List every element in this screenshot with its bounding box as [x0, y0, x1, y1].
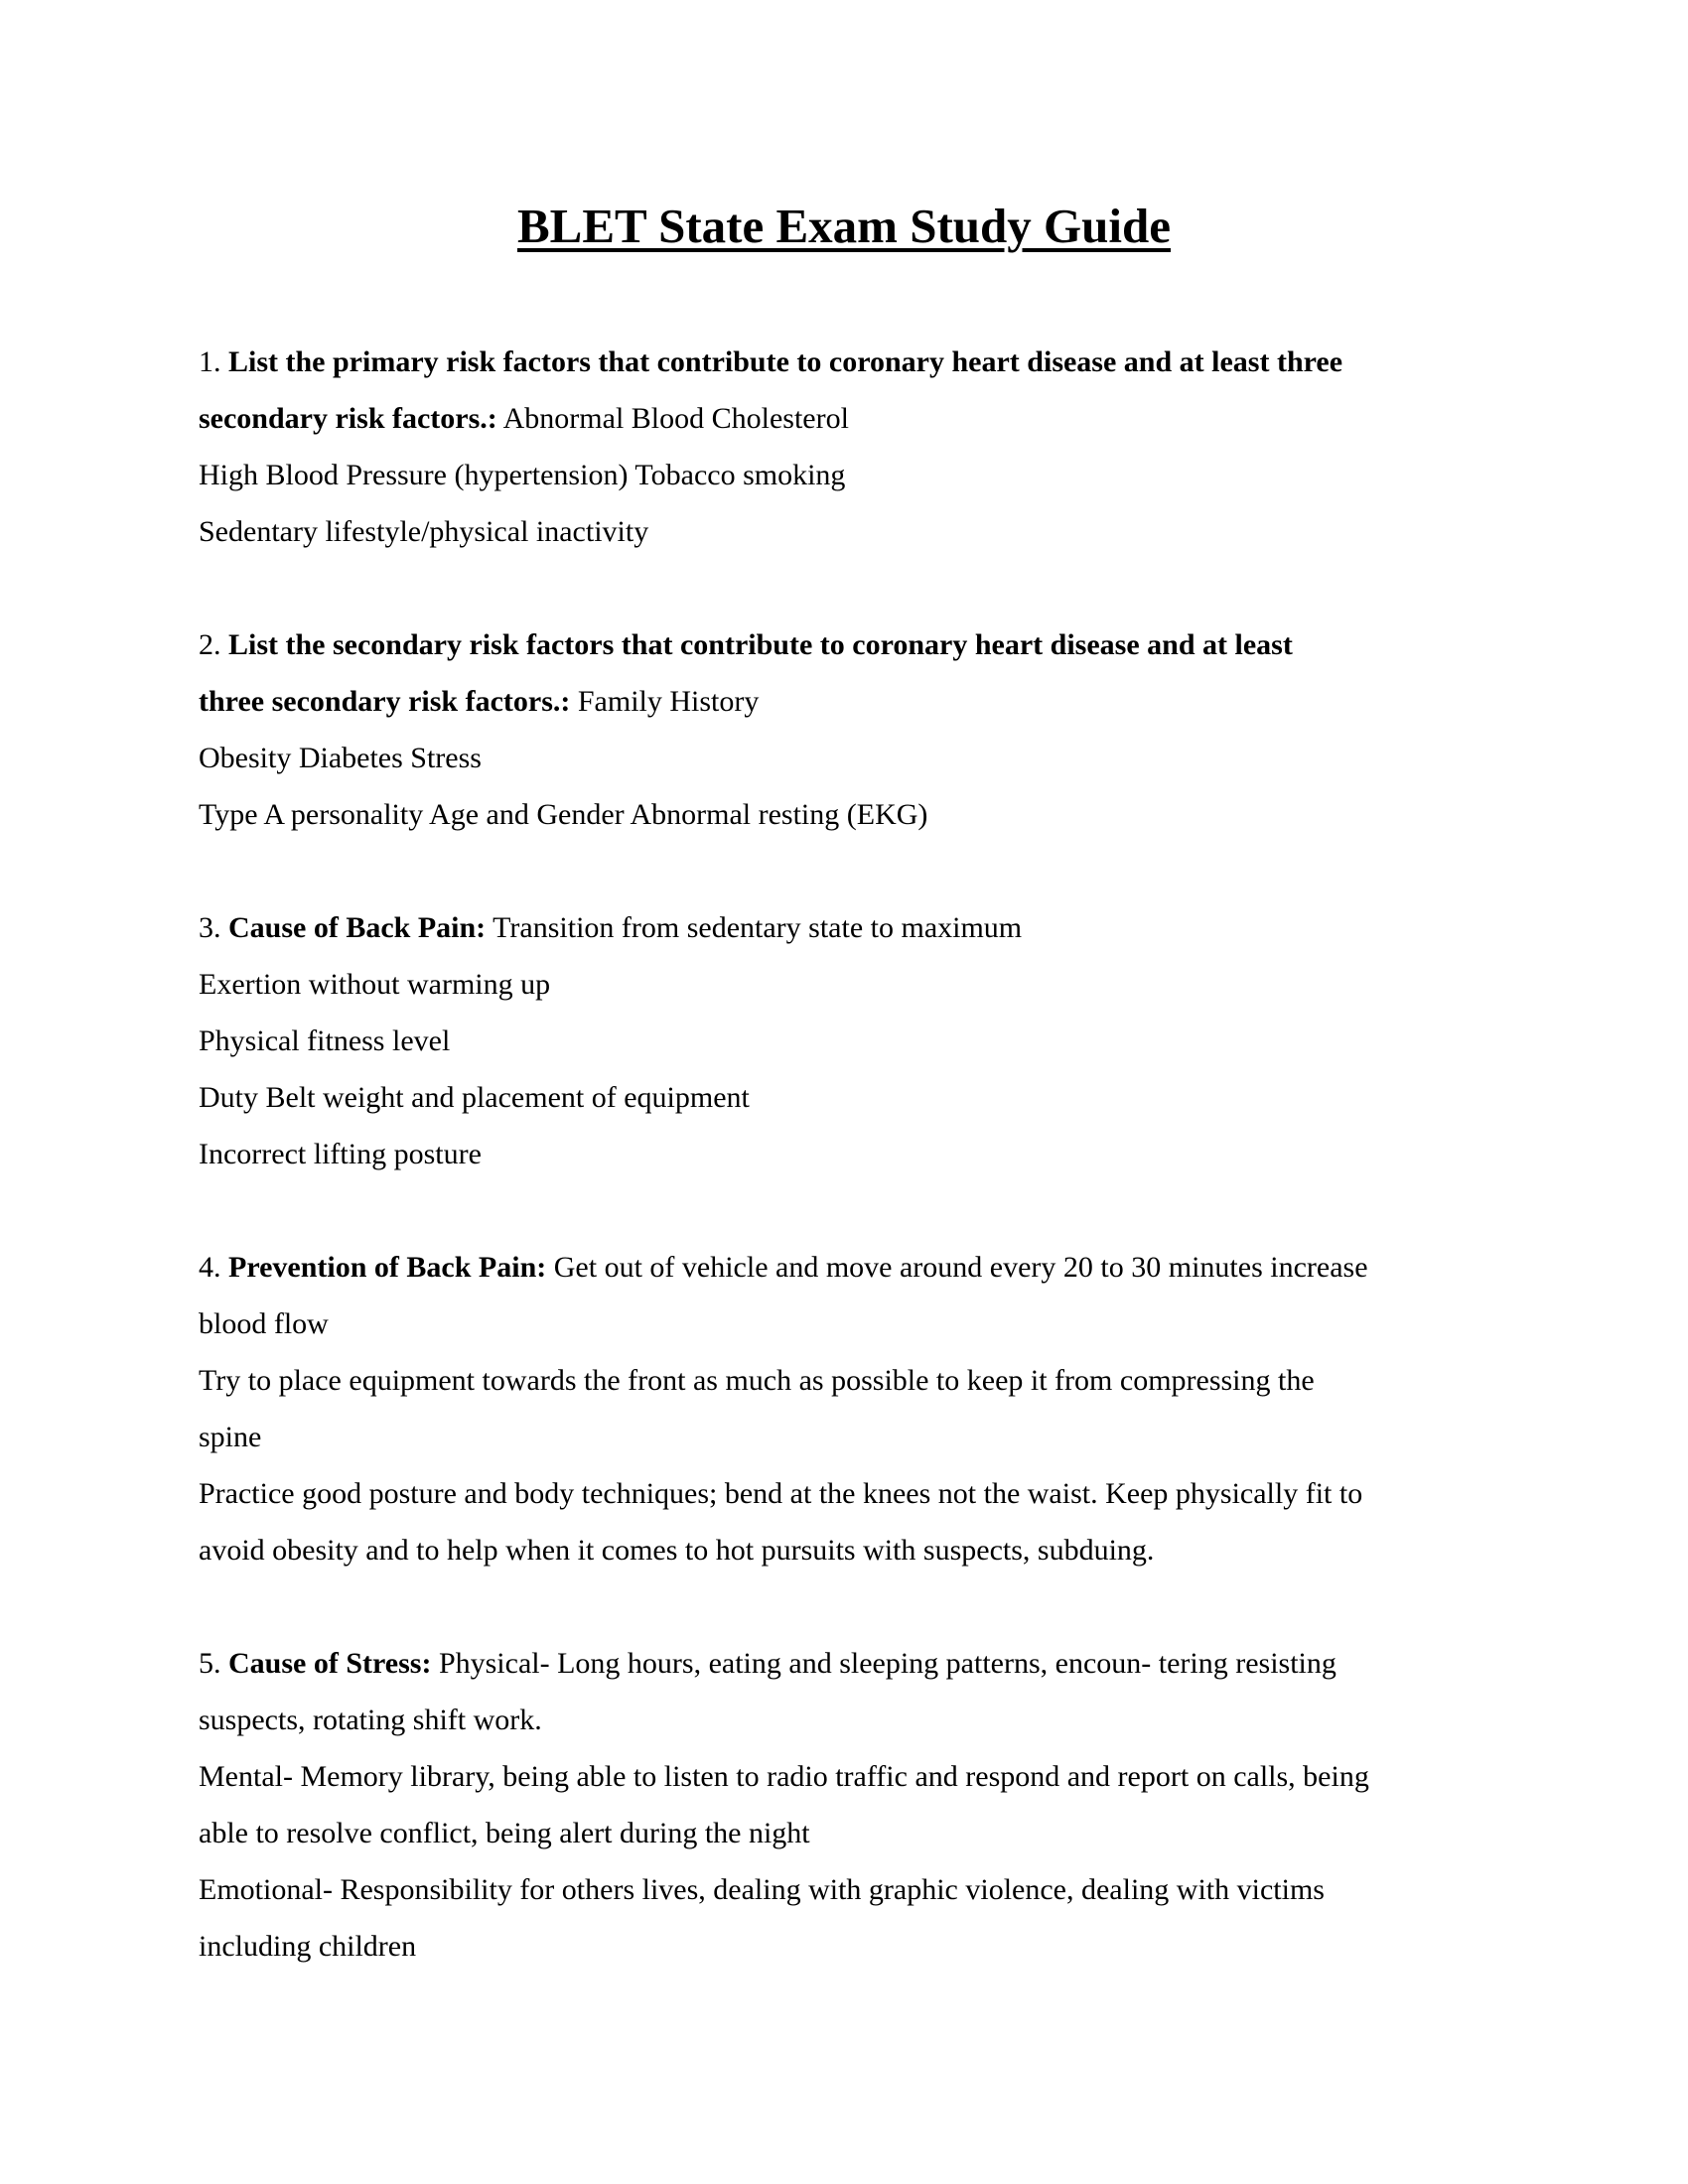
answer-line: able to resolve conflict, being alert during the night: [199, 1817, 810, 1849]
question-text: three secondary risk factors.:: [199, 685, 571, 718]
answer-line: Emotional- Responsibility for others lives, dealing with graphic violence, dealing with victims: [199, 1873, 1325, 1906]
item-number: 4.: [199, 1251, 221, 1284]
question-line: [199, 673, 1489, 730]
page-title: [0, 195, 1688, 258]
section-spacer: [199, 843, 1489, 899]
section-3: [199, 899, 1489, 1182]
question-line: [199, 1239, 1489, 1296]
question-line: [199, 1635, 1489, 1692]
answer-line: Sedentary lifestyle/physical inactivity: [199, 515, 649, 548]
page-title-text: BLET State Exam Study Guide: [516, 199, 1172, 253]
answer-line: spine: [199, 1421, 262, 1453]
item-number: 3.: [199, 911, 221, 944]
answer-line: Mental- Memory library, being able to listen to radio traffic and respond and report on calls, being: [199, 1760, 1369, 1793]
answer-line: Try to place equipment towards the front as much as possible to keep it from compressing the: [199, 1364, 1315, 1397]
answer-line: Obesity Diabetes Stress: [199, 742, 482, 774]
question-line: [199, 899, 1489, 956]
item-number: 1.: [199, 345, 221, 378]
question-text: List the primary risk factors that contribute to coronary heart disease and at least three: [228, 345, 1343, 378]
section-spacer: [199, 560, 1489, 616]
question-text: Prevention of Back Pain:: [228, 1251, 547, 1284]
answer-line: Exertion without warming up: [199, 968, 551, 1001]
answer-line: Duty Belt weight and placement of equipment: [199, 1081, 750, 1114]
question-text: secondary risk factors.:: [199, 402, 497, 435]
answer-line: Type A personality Age and Gender Abnormal resting (EKG): [199, 798, 928, 831]
answer-line: avoid obesity and to help when it comes to hot pursuits with suspects, subduing.: [199, 1534, 1155, 1567]
question-text: Cause of Stress:: [228, 1647, 432, 1680]
answer-line: High Blood Pressure (hypertension) Tobacco smoking: [199, 459, 846, 491]
document-body: [199, 334, 1489, 1975]
answer-line: including children: [199, 1930, 417, 1963]
item-number: 2.: [199, 628, 221, 661]
answer-text: Get out of vehicle and move around every 20 to 30 minutes increase: [553, 1251, 1368, 1284]
answer-text: Physical- Long hours, eating and sleeping patterns, encoun- tering resisting: [438, 1647, 1336, 1680]
answer-text: Family History: [577, 685, 760, 718]
answer-line: Practice good posture and body techniques; bend at the knees not the waist. Keep physically fit to: [199, 1477, 1363, 1510]
answer-line: Incorrect lifting posture: [199, 1138, 482, 1170]
question-line: [199, 390, 1489, 447]
section-2: [199, 616, 1489, 843]
section-5: [199, 1635, 1489, 1975]
answer-line: blood flow: [199, 1307, 329, 1340]
section-spacer: [199, 1182, 1489, 1239]
answer-line: Physical fitness level: [199, 1024, 451, 1057]
question-line: [199, 334, 1489, 390]
question-text: Cause of Back Pain:: [228, 911, 487, 944]
question-text: List the secondary risk factors that contribute to coronary heart disease and at least: [228, 628, 1293, 661]
section-1: [199, 334, 1489, 560]
answer-text: Transition from sedentary state to maximum: [492, 911, 1023, 944]
section-spacer: [199, 1578, 1489, 1635]
answer-text: Abnormal Blood Cholesterol: [502, 402, 849, 435]
question-line: [199, 616, 1489, 673]
section-4: [199, 1239, 1489, 1578]
item-number: 5.: [199, 1647, 221, 1680]
answer-line: suspects, rotating shift work.: [199, 1704, 542, 1736]
